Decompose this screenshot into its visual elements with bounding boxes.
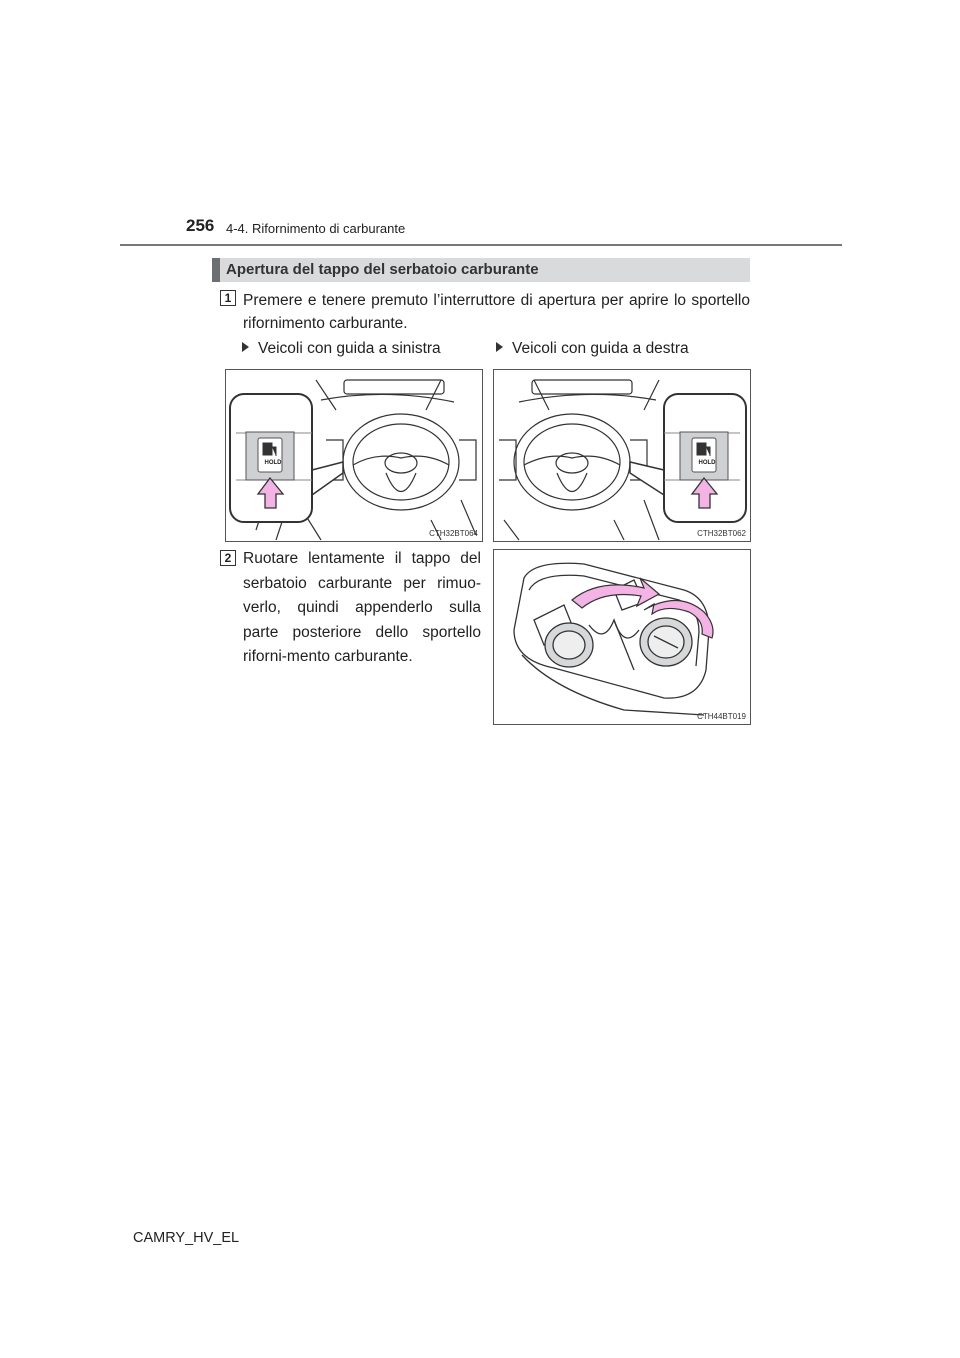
footer-model: CAMRY_HV_EL <box>133 1230 240 1246</box>
dashboard-illustration-left <box>226 370 482 541</box>
header-divider <box>120 244 842 246</box>
figure-fuel-cap <box>493 549 751 725</box>
breadcrumb: 4-4. Rifornimento di carburante <box>226 221 406 236</box>
step-1-text: Premere e tenere premuto l’interruttore di apertura per aprire lo sportello rifornimento carburante. <box>243 292 750 332</box>
hold-label-right: HOLD <box>698 460 716 466</box>
step-2-number: 2 <box>220 550 236 566</box>
figure-right-hand-drive <box>493 369 751 542</box>
figure-code-left: CTH32BT064 <box>429 529 478 538</box>
figure-code-fuel-cap: CTH44BT019 <box>697 712 746 721</box>
page-number: 256 <box>186 216 215 235</box>
bullet-triangle-icon <box>496 342 503 352</box>
step-1-number: 1 <box>220 290 236 306</box>
section-title: Apertura del tappo del serbatoio carburante <box>226 261 539 278</box>
fuel-cap-illustration <box>494 550 750 724</box>
step-2-text: Ruotare lentamente il tappo del serbatoio carburante per rimuo-verlo, quindi appenderlo sulla parte posteriore dello sportello riforni-mento carburante. <box>243 550 481 665</box>
dashboard-illustration-right <box>494 370 750 541</box>
figure-left-hand-drive <box>225 369 483 542</box>
caption-left-hand-drive <box>242 340 441 358</box>
caption-right-text: Veicoli con guida a destra <box>512 340 689 357</box>
figure-code-right: CTH32BT062 <box>697 529 746 538</box>
caption-left-text: Veicoli con guida a sinistra <box>258 340 441 357</box>
section-header <box>212 258 750 282</box>
bullet-triangle-icon <box>242 342 249 352</box>
section-header-bar <box>212 258 220 282</box>
caption-right-hand-drive <box>496 340 689 358</box>
hold-label-left: HOLD <box>264 460 282 466</box>
